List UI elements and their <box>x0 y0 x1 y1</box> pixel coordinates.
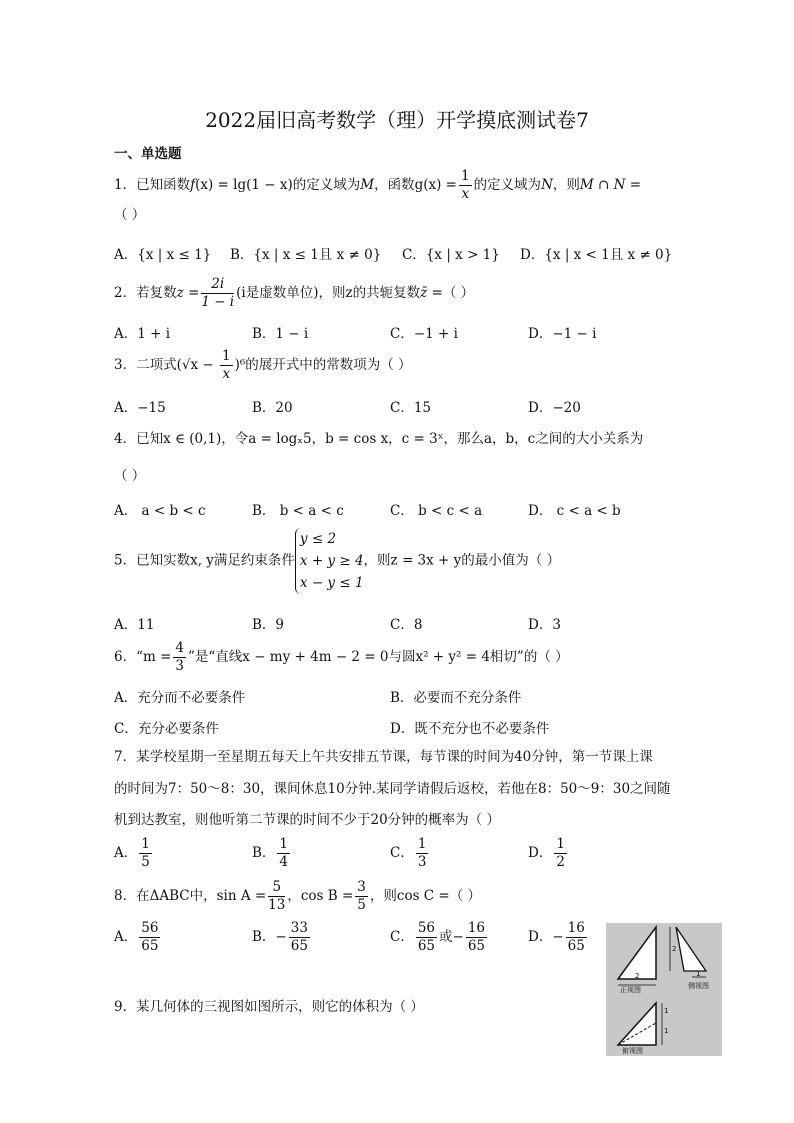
side-view-triangle <box>676 927 706 971</box>
q6-option-c: C．充分必要条件 <box>114 721 219 737</box>
top-dim-label-b: 1 <box>664 1027 669 1035</box>
q7-option-c <box>390 836 430 871</box>
q1-frac-den: x <box>461 186 470 202</box>
q8-c-num2: 16 <box>467 920 486 936</box>
question-3 <box>114 348 412 383</box>
top-view-triangle <box>618 1003 656 1045</box>
q7-b-den: 4 <box>279 854 289 870</box>
q4-line-1: 4．已知x ∈ (0,1)，令a = logₓ5，b = cos x，c = 3ˣ，那么a，b，c之间的大小关系为 <box>114 431 644 447</box>
q3-frac-num: 1 <box>221 348 231 364</box>
q6-open: 6．“m = <box>114 649 172 665</box>
q1-frac-num: 1 <box>460 168 470 184</box>
q4-option-c: C． b < c < a <box>390 503 483 519</box>
question-1 <box>114 168 641 203</box>
question-6 <box>114 640 569 675</box>
q5-constraint-system <box>295 528 364 594</box>
q5-option-b: B．9 <box>252 617 285 633</box>
q8-a-num: 56 <box>141 920 159 936</box>
q5-rest: ，则z = 3x + y的最小值为（ ） <box>363 552 561 569</box>
q2-option-c: C．−1 + i <box>390 326 458 342</box>
side-view-label: 侧视图 <box>688 982 709 990</box>
q8-option-b <box>252 920 312 955</box>
q1-option-c: C．{x | x > 1} <box>402 247 500 263</box>
q2-option-b: B．1 − i <box>252 326 309 342</box>
q8-frac1-den: 13 <box>268 897 286 913</box>
q8-a-den: 65 <box>141 938 159 954</box>
q4-line-2: （ ） <box>114 468 146 484</box>
q4-option-a: A． a < b < c <box>114 503 206 519</box>
q4-option-b: B． b < a < c <box>252 503 344 519</box>
q2-paren: （ ） <box>442 285 475 301</box>
q8-prefix: 8．在ΔABC中，sin A = <box>114 888 267 904</box>
q8-option-b-label: B．− <box>252 929 287 945</box>
q3-frac-den: x <box>222 366 231 382</box>
side-height-label: 2 <box>672 945 677 953</box>
q5-option-d: D．3 <box>528 617 561 633</box>
q7-option-a <box>114 836 154 871</box>
q6-rest: ”是“直线x − my + 4m − 2 = 0与圆x² + y² = 4相切”的（ ） <box>188 649 569 665</box>
q3-exp: )⁶ <box>234 357 246 373</box>
q2-zbar: z̄ = <box>420 285 443 301</box>
q8-option-c <box>390 920 489 955</box>
q7-d-den: 2 <box>556 854 565 870</box>
q8-d-den: 65 <box>567 938 585 954</box>
q3-expr: (√x − <box>176 357 218 373</box>
q8-c-or: 或− <box>439 929 464 945</box>
q7-option-d-label: D． <box>528 845 553 861</box>
q5-option-a: A．11 <box>114 617 155 633</box>
q5-constraint-1: y ≤ 2 <box>299 531 337 547</box>
q6-option-b: B．必要而不充分条件 <box>390 690 522 706</box>
question-2 <box>114 276 474 311</box>
q8-c-den1: 65 <box>417 938 436 954</box>
q8-frac2-num: 3 <box>357 879 366 895</box>
q7-option-b-label: B． <box>252 845 276 861</box>
q2-frac-num: 2i <box>201 276 234 294</box>
q5-constraint-2: x + y ≥ 4 <box>299 553 364 569</box>
q7-a-den: 5 <box>141 854 150 870</box>
q2-frac-den: 1 − i <box>201 294 235 310</box>
top-view-label: 俯视图 <box>622 1047 643 1055</box>
q8-rest: ，则cos C =（ ） <box>369 888 482 904</box>
q8-b-den: 65 <box>290 938 308 954</box>
question-8 <box>114 879 481 914</box>
q1-MN: M ∩ N = <box>579 177 642 193</box>
q7-a-num: 1 <box>141 836 150 852</box>
q7-d-num: 1 <box>556 836 565 852</box>
q7-option-c-label: C． <box>390 845 414 861</box>
q5-option-c: C．8 <box>390 617 423 633</box>
q9-text: 9．某几何体的三视图如图所示，则它的体积为（ ） <box>114 999 424 1015</box>
q6-option-a: A．充分而不必要条件 <box>114 690 246 706</box>
q1-N: N <box>541 177 553 193</box>
q1-text2: ，函数 <box>374 177 415 193</box>
q7-b-num: 1 <box>279 836 289 852</box>
q7-option-d <box>528 836 569 871</box>
q2-prefix: 2．若复数 <box>114 285 177 301</box>
question-5 <box>114 528 560 594</box>
q1-option-a: A．{x | x ≤ 1} <box>114 247 212 263</box>
q1-text1: 的定义域为 <box>292 177 361 193</box>
q8-c-den2: 65 <box>467 938 486 954</box>
q8-option-a-label: A． <box>114 929 138 945</box>
q3-prefix: 3．二项式 <box>114 357 177 373</box>
q7-line-2: 的时间为7：50～8：30，课间休息10分钟.某同学请假后返校，若他在8：50～9：30之间随 <box>114 781 671 797</box>
q7-c-num: 1 <box>417 836 427 852</box>
q3-rest: 的展开式中的常数项为（ ） <box>245 357 412 373</box>
front-view-label: 正视图 <box>620 986 641 994</box>
q2-option-a: A．1 + i <box>114 326 171 342</box>
q3-option-a: A．−15 <box>114 400 166 416</box>
q2-rest: (i是虚数单位)，则z的共轭复数 <box>236 285 421 301</box>
q2-option-d: D．−1 − i <box>528 326 597 342</box>
q1-paren: （ ） <box>114 207 146 223</box>
q8-option-d <box>528 920 589 955</box>
q8-option-a <box>114 920 162 955</box>
q8-c-num1: 56 <box>417 920 436 936</box>
q8-frac1-num: 5 <box>268 879 285 897</box>
section-heading: 一、单选题 <box>114 146 182 162</box>
q8-b-num: 33 <box>290 920 308 936</box>
q7-c-den: 3 <box>417 854 427 870</box>
q1-f: f <box>190 177 196 193</box>
q1-M: M <box>360 177 375 193</box>
q8-frac2-den: 5 <box>357 897 366 913</box>
three-view-figure <box>606 923 722 1056</box>
top-dim-label-a: 1 <box>664 1007 669 1015</box>
q8-d-num: 16 <box>567 920 585 936</box>
q4-option-d: D． c < a < b <box>528 503 621 519</box>
q8-option-c-label: C． <box>390 929 414 945</box>
q1-text3: 的定义域为 <box>473 177 542 193</box>
q1-g: g(x) = <box>414 177 457 193</box>
q7-option-a-label: A． <box>114 845 138 861</box>
page-title: 2022届旧高考数学（理）开学摸底测试卷7 <box>205 108 589 132</box>
q1-fx: (x) = lg(1 − x) <box>195 177 293 193</box>
q1-option-b: B．{x | x ≤ 1且 x ≠ 0} <box>230 247 382 263</box>
q5-constraint-3: x − y ≤ 1 <box>299 575 364 591</box>
q5-prefix: 5．已知实数x, y满足约束条件 <box>114 552 295 569</box>
q3-option-d: D．−20 <box>528 400 581 416</box>
q7-line-1: 7．某学校星期一至星期五每天上午共安排五节课，每节课的时间为40分钟，第一节课上课 <box>114 749 653 765</box>
side-width-label: 1 <box>696 970 701 978</box>
q8-mid: ，cos B = <box>287 888 354 904</box>
q6-frac-den: 3 <box>175 658 184 674</box>
q1-text4: ，则 <box>552 177 580 193</box>
q6-option-d: D．既不充分也不必要条件 <box>390 721 550 737</box>
q3-option-c: C．15 <box>390 400 432 416</box>
q7-line-3: 机到达教室，则他听第二节课的时间不少于20分钟的概率为（ ） <box>114 812 500 828</box>
q1-option-d: D．{x | x < 1且 x ≠ 0} <box>520 247 673 263</box>
q6-frac-num: 4 <box>175 640 184 656</box>
q3-option-b: B．20 <box>252 400 293 416</box>
q7-option-b <box>252 836 292 871</box>
q1-prefix: 1．已知函数 <box>114 177 191 193</box>
front-width-label: 2 <box>635 972 640 980</box>
q2-z: z = <box>176 285 200 301</box>
q8-option-d-label: D．− <box>528 929 564 945</box>
